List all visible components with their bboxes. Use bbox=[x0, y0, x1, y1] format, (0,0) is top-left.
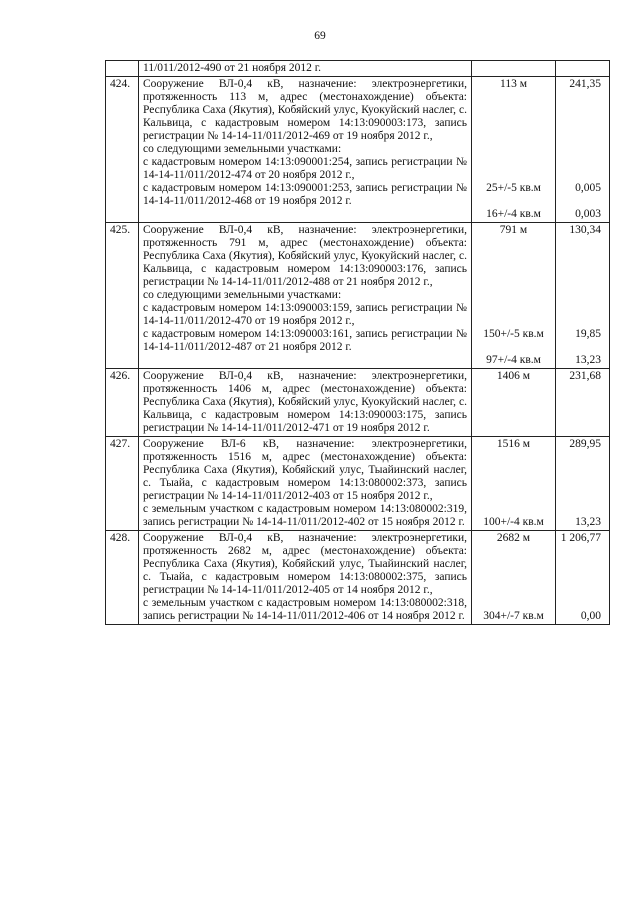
qty-cell bbox=[472, 531, 556, 625]
value-cell bbox=[556, 223, 610, 369]
main-qty: 113 м bbox=[500, 78, 527, 90]
row-number: 425. bbox=[106, 223, 139, 369]
value-cell bbox=[556, 77, 610, 223]
description-cell bbox=[139, 437, 472, 531]
sub-value: 19,85 bbox=[575, 328, 601, 340]
description-cell bbox=[139, 77, 472, 223]
sub-value: 13,23 bbox=[575, 516, 601, 528]
main-qty: 791 м bbox=[499, 224, 528, 236]
sub-qty: 150+/-5 кв.м bbox=[483, 328, 544, 340]
main-description: Сооружение ВЛ-0,4 кВ, назначение: электроэнергетики, протяженность 1406 м, адрес (местонахождение) объекта: Республика Саха (Якутия), Кобяйский улус, Куокуйский наслег, с. Кальвица, с кадастровым номером 14:13:090003:175, запись регистрации № 14-14-11/011/2012-471 от 19 ноября 2012 г. bbox=[143, 370, 467, 434]
sub-value: 13,23 bbox=[575, 354, 601, 366]
sub-value: 0,003 bbox=[575, 208, 601, 220]
row-number: 427. bbox=[106, 437, 139, 531]
row-number: 428. bbox=[106, 531, 139, 625]
main-value: 1 206,77 bbox=[560, 532, 601, 544]
table-row bbox=[106, 77, 610, 223]
table-row-continuation bbox=[106, 61, 610, 77]
main-value: 130,34 bbox=[569, 224, 601, 236]
main-description: Сооружение ВЛ-6 кВ, назначение: электроэнергетики, протяженность 1516 м, адрес (местонахождение) объекта: Республика Саха (Якутия), Кобяйский улус, Тыайинский наслег, с. Тыайа, с кадастровым номером 14:13:080002:373, запись регистрации № 14-14-11/011/2012-403 от 15 ноября 2012 г., bbox=[143, 438, 467, 502]
sub-description: с земельным участком с кадастровым номером 14:13:080002:319, запись регистрации № 14-14-11/011/2012-402 от 15 ноября 2012 г. bbox=[143, 503, 467, 528]
value-cell bbox=[556, 369, 610, 437]
main-qty: 1516 м bbox=[496, 438, 531, 450]
main-value: 289,95 bbox=[569, 438, 601, 450]
page-number: 69 bbox=[314, 30, 326, 42]
sub-description: с земельным участком с кадастровым номером 14:13:080002:318, запись регистрации № 14-14-11/011/2012-406 от 14 ноября 2012 г. bbox=[143, 597, 467, 622]
num-cell bbox=[106, 61, 139, 77]
description-cell: 11/011/2012-490 от 21 ноября 2012 г. bbox=[139, 61, 472, 77]
sub-intro: со следующими земельными участками: bbox=[143, 289, 342, 301]
sub-qty: 16+/-4 кв.м bbox=[486, 208, 541, 220]
table-row bbox=[106, 437, 610, 531]
sub-description: с кадастровым номером 14:13:090003:161, запись регистрации № 14-14-11/011/2012-487 от 21 ноября 2012 г. bbox=[143, 328, 467, 353]
sub-qty: 97+/-4 кв.м bbox=[486, 354, 541, 366]
sub-description: с кадастровым номером 14:13:090001:253, запись регистрации № 14-14-11/011/2012-468 от 19 ноября 2012 г. bbox=[143, 182, 467, 207]
table-row bbox=[106, 369, 610, 437]
main-qty: 1406 м bbox=[496, 370, 531, 382]
row-number: 424. bbox=[106, 77, 139, 223]
sub-description: с кадастровым номером 14:13:090003:159, запись регистрации № 14-14-11/011/2012-470 от 19 ноября 2012 г., bbox=[143, 302, 467, 327]
sub-value: 0,005 bbox=[575, 182, 601, 194]
sub-value: 0,00 bbox=[580, 610, 601, 622]
qty-cell bbox=[472, 437, 556, 531]
main-value: 241,35 bbox=[569, 78, 601, 90]
main-qty: 2682 м bbox=[496, 532, 531, 544]
sub-qty: 25+/-5 кв.м bbox=[486, 182, 541, 194]
description-cell bbox=[139, 369, 472, 437]
qty-cell bbox=[472, 223, 556, 369]
qty-cell bbox=[472, 61, 556, 77]
table-row bbox=[106, 531, 610, 625]
property-table bbox=[105, 60, 610, 625]
table-row bbox=[106, 223, 610, 369]
sub-qty: 100+/-4 кв.м bbox=[483, 516, 544, 528]
value-cell bbox=[556, 61, 610, 77]
main-description: Сооружение ВЛ-0,4 кВ, назначение: электроэнергетики, протяженность 2682 м, адрес (местонахождение) объекта: Республика Саха (Якутия), Кобяйский улус, Тыайинский наслег, с. Тыайа, с кадастровым номером 14:13:080002:375, запись регистрации № 14-14-11/011/2012-405 от 14 ноября 2012 г., bbox=[143, 532, 467, 596]
qty-cell bbox=[472, 369, 556, 437]
value-cell bbox=[556, 437, 610, 531]
description-cell bbox=[139, 531, 472, 625]
row-number: 426. bbox=[106, 369, 139, 437]
value-cell bbox=[556, 531, 610, 625]
main-description: Сооружение ВЛ-0,4 кВ, назначение: электроэнергетики, протяженность 113 м, адрес (местонахождение) объекта: Республика Саха (Якутия), Кобяйский улус, Куокуйский наслег, с. Кальвица, с кадастровым номером 14:13:090003:173, запись регистрации № 14-14-11/011/2012-469 от 19 ноября 2012 г., bbox=[143, 78, 467, 142]
description-cell bbox=[139, 223, 472, 369]
main-description: Сооружение ВЛ-0,4 кВ, назначение: электроэнергетики, протяженность 791 м, адрес (местонахождение) объекта: Республика Саха (Якутия), Кобяйский улус, Куокуйский наслег, с. Кальвица, с кадастровым номером 14:13:090003:176, запись регистрации № 14-14-11/011/2012-488 от 21 ноября 2012 г., bbox=[143, 224, 467, 288]
sub-intro: со следующими земельными участками: bbox=[143, 143, 342, 155]
sub-description: с кадастровым номером 14:13:090001:254, запись регистрации № 14-14-11/011/2012-474 от 20 ноября 2012 г., bbox=[143, 156, 467, 181]
main-value: 231,68 bbox=[569, 370, 601, 382]
qty-cell bbox=[472, 77, 556, 223]
sub-qty: 304+/-7 кв.м bbox=[483, 610, 544, 622]
